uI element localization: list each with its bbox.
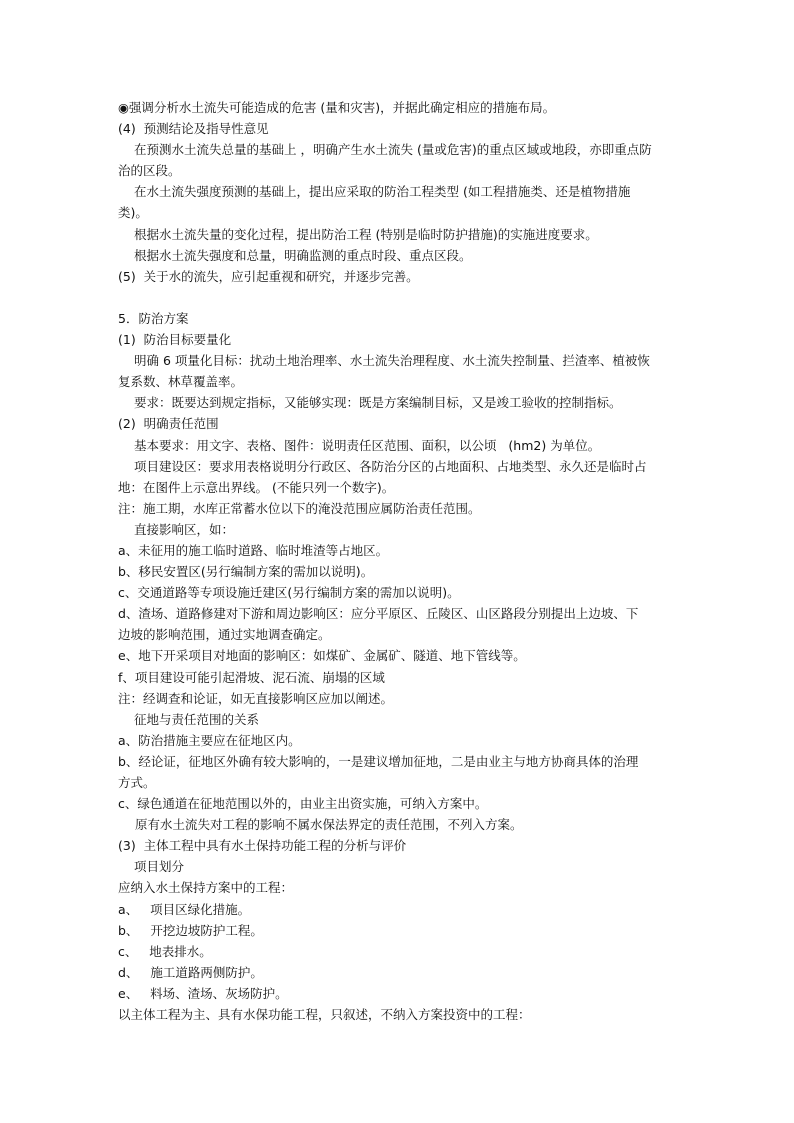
text-line: (4) 预测结论及指导性意见 (118, 121, 269, 137)
text-line: 以主体工程为主、具有水保功能工程，只叙述，不纳入方案投资中的工程： (118, 1007, 531, 1023)
text-line: 项目建设区：要求用表格说明分行政区、各防治分区的占地面积、占地类型、永久还是临时占 (134, 458, 647, 474)
text-line: c、绿色通道在征地范围以外的，由业主出资实施，可纳入方案中。 (118, 796, 488, 812)
text-line: 边坡的影响范围，通过实地调查确定。 (118, 627, 331, 643)
text-line: 在预测水土流失总量的基础上 ，明确产生水土流失 (量或危害)的重点区域或地段，亦即重点防 (134, 142, 652, 158)
blank-line (118, 287, 684, 308)
text-line: d、渣场、道路修建对下游和周边影响区：应分平原区、丘陵区、山区路段分别提出上边坡、下 (118, 606, 639, 622)
text-line: 根据水土流失量的变化过程，提出防治工程 (特别是临时防护措施)的实施进度要求。 (134, 226, 598, 242)
text-line: (2) 明确责任范围 (118, 416, 219, 432)
text-line: a、防治措施主要应在征地区内。 (118, 732, 301, 748)
text-line: 治的区段。 (118, 163, 181, 179)
text-line: d、 施工道路两侧防护。 (118, 964, 263, 980)
text-line: 根据水土流失强度和总量，明确监测的重点时段、重点区段。 (134, 247, 472, 263)
text-line: 基本要求：用文字、表格、图件：说明责任区范围、面积，以公顷 (hm2) 为单位。 (134, 437, 601, 453)
text-line: 原有水土流失对工程的影响不属水保法界定的责任范围，不列入方案。 (135, 817, 523, 833)
text-line: b、经论证，征地区外确有较大影响的，一是建议增加征地，二是由业主与地方协商具体的治理 (118, 753, 639, 769)
text-line: c、交通道路等专项设施迁建区(另行编制方案的需加以说明)。 (118, 585, 460, 601)
text-line: 要求：既要达到规定指标，又能够实现：既是方案编制目标，又是竣工验收的控制指标。 (134, 395, 622, 411)
text-line: 注：经调查和论证，如无直接影响区应加以阐述。 (118, 690, 394, 706)
text-line: 直接影响区，如： (134, 521, 235, 537)
text-line: 地：在图件上示意出界线。 (不能只列一个数字)。 (118, 479, 395, 495)
text-line: b、 开挖边坡防护工程。 (118, 922, 263, 938)
text-line: (5) 关于水的流失，应引起重视和研究，并逐步完善。 (118, 268, 419, 284)
text-line: 复系数、林草覆盖率。 (118, 374, 244, 390)
text-line: c、 地表排水。 (118, 943, 212, 959)
text-line: 类)。 (118, 205, 148, 221)
text-line: ◉强调分析水土流失可能造成的危害 (量和灾害)，并据此确定相应的措施布局。 (118, 100, 556, 115)
text-line: 明确 6 项量化目标：扰动土地治理率、水土流失治理程度、水土流失控制量、拦渣率、植被恢 (134, 353, 650, 369)
text-line: 5．防治方案 (118, 310, 189, 326)
text-line: 方式。 (118, 775, 156, 790)
document-body (118, 97, 684, 1025)
text-line: a、未征用的施工临时道路、临时堆渣等占地区。 (118, 542, 389, 558)
text-line: e、地下开采项目对地面的影响区：如煤矿、金属矿、隧道、地下管线等。 (118, 648, 526, 664)
text-line: (3) 主体工程中具有水土保持功能工程的分析与评价 (118, 838, 407, 854)
text-line: 应纳入水土保持方案中的工程： (118, 880, 294, 896)
text-line: f、项目建设可能引起滑坡、泥石流、崩塌的区域 (118, 669, 385, 685)
text-line: (1) 防治目标要量化 (118, 332, 232, 348)
text-line: 项目划分 (134, 859, 185, 875)
text-line: 征地与责任范围的关系 (134, 711, 260, 727)
text-line: e、 料场、渣场、灰场防护。 (118, 985, 288, 1001)
text-line: b、移民安置区(另行编制方案的需加以说明)。 (118, 564, 374, 580)
text-line: 在水土流失强度预测的基础上，提出应采取的防治工程类型 (如工程措施类、还是植物措施 (134, 184, 631, 200)
text-line: 注：施工期，水库正常蓄水位以下的淹没范围应属防治责任范围。 (118, 500, 481, 516)
text-line: a、 项目区绿化措施。 (118, 901, 251, 917)
